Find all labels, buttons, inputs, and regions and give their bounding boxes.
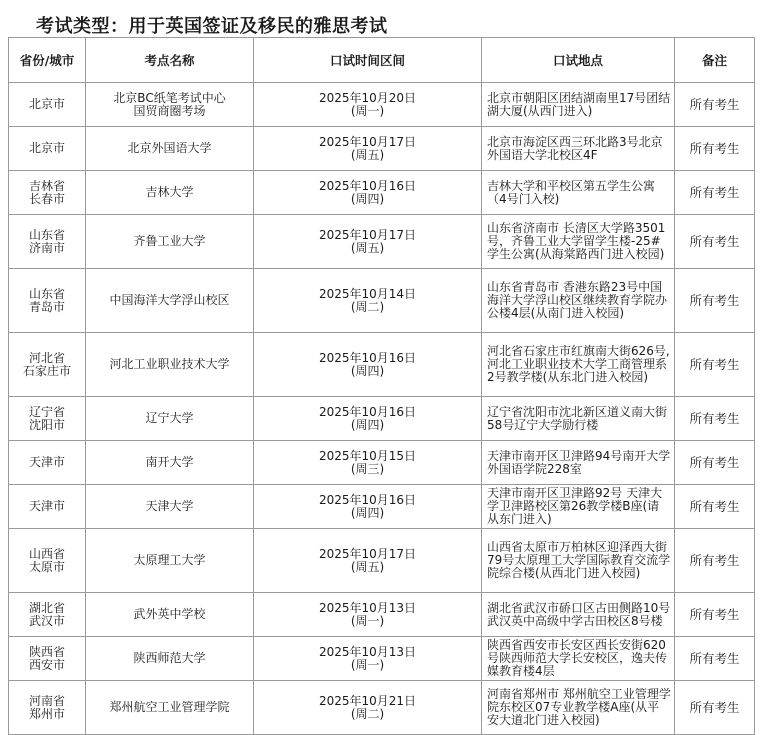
exam-date: 2025年10月13日	[318, 644, 417, 659]
exam-date: 2025年10月16日	[318, 178, 417, 193]
page-title: 考试类型：用于英国签证及移民的雅思考试	[36, 16, 388, 37]
exam-date: 2025年10月15日	[318, 448, 417, 463]
cell-time	[254, 397, 482, 441]
cell-city	[9, 333, 86, 397]
table-row	[9, 397, 755, 441]
exam-weekday: (周五)	[350, 147, 385, 162]
cell-note: 所有考生	[675, 171, 755, 215]
cell-time	[254, 171, 482, 215]
exam-weekday: (周三)	[350, 461, 385, 476]
city-line: 天津市	[28, 455, 65, 469]
exam-weekday: (周五)	[350, 240, 385, 255]
venue-line: 中国海洋大学浮山校区	[109, 293, 230, 307]
table-header-row	[9, 38, 755, 83]
venue-line: 武外英中学校	[133, 607, 206, 621]
cell-venue	[86, 83, 254, 127]
header-note: 备注	[675, 38, 755, 83]
cell-note: 所有考生	[675, 83, 755, 127]
exam-date: 2025年10月13日	[318, 600, 417, 615]
exam-weekday: (周二)	[350, 706, 385, 721]
cell-city	[9, 171, 86, 215]
cell-city	[9, 397, 86, 441]
table-row	[9, 333, 755, 397]
table-row	[9, 171, 755, 215]
cell-venue	[86, 333, 254, 397]
exam-weekday: (周四)	[350, 417, 385, 432]
header-city: 省份/城市	[9, 38, 86, 83]
city-line: 辽宁省	[28, 404, 65, 419]
cell-venue	[86, 171, 254, 215]
cell-note: 所有考生	[675, 269, 755, 333]
table-row	[9, 637, 755, 681]
cell-time	[254, 127, 482, 171]
city-line: 武汉市	[28, 613, 65, 628]
cell-venue	[86, 215, 254, 269]
table-row	[9, 485, 755, 529]
city-line: 太原市	[28, 559, 65, 574]
exam-date: 2025年10月17日	[318, 227, 417, 242]
cell-location: 山西省太原市万柏林区迎泽西大街79号太原理工大学国际教育交流学院综合楼(从西北门进入校园)	[482, 529, 675, 593]
cell-location: 辽宁省沈阳市沈北新区道义南大街58号辽宁大学励行楼	[482, 397, 675, 441]
cell-time	[254, 485, 482, 529]
city-line: 山东省	[28, 227, 65, 242]
cell-city	[9, 83, 86, 127]
table-row	[9, 215, 755, 269]
header-time: 口试时间区间	[254, 38, 482, 83]
city-line: 河南省	[28, 693, 65, 708]
venue-line: 南开大学	[145, 455, 194, 469]
cell-venue	[86, 637, 254, 681]
cell-note: 所有考生	[675, 681, 755, 735]
exam-date: 2025年10月14日	[318, 286, 417, 301]
table-row	[9, 269, 755, 333]
cell-city	[9, 637, 86, 681]
cell-venue	[86, 681, 254, 735]
cell-city	[9, 269, 86, 333]
city-line: 石家庄市	[22, 363, 71, 378]
city-line: 天津市	[28, 499, 65, 513]
city-line: 河北省	[28, 350, 65, 365]
cell-venue	[86, 485, 254, 529]
cell-venue	[86, 269, 254, 333]
cell-location: 河北省石家庄市红旗南大街626号,河北工业职业技术大学工商管理系2号教学楼(从东北门进入校园)	[482, 333, 675, 397]
cell-note: 所有考生	[675, 127, 755, 171]
venue-line: 北京BC纸笔考试中心	[113, 90, 226, 105]
header-location: 口试地点	[482, 38, 675, 83]
cell-venue	[86, 593, 254, 637]
cell-location: 山东省青岛市 香港东路23号中国海洋大学浮山校区继续教育学院办公楼4层(从南门进入校园)	[482, 269, 675, 333]
exam-date: 2025年10月17日	[318, 134, 417, 149]
city-line: 吉林省	[28, 178, 65, 193]
exam-date: 2025年10月20日	[318, 90, 417, 105]
cell-location: 吉林大学和平校区第五学生公寓（4号门入校)	[482, 171, 675, 215]
city-line: 北京市	[28, 97, 65, 111]
venue-line: 吉林大学	[145, 185, 194, 199]
city-line: 山东省	[28, 286, 65, 301]
cell-location: 陕西省西安市长安区西长安街620号陕西师范大学长安校区，逸夫传媒教育楼4层	[482, 637, 675, 681]
cell-time	[254, 593, 482, 637]
cell-venue	[86, 397, 254, 441]
city-line: 西安市	[28, 657, 65, 672]
cell-note: 所有考生	[675, 637, 755, 681]
venue-line: 北京外国语大学	[127, 141, 212, 155]
cell-city	[9, 441, 86, 485]
exam-weekday: (周四)	[350, 363, 385, 378]
table-row	[9, 529, 755, 593]
cell-note: 所有考生	[675, 593, 755, 637]
exam-weekday: (周一)	[350, 103, 385, 118]
exam-weekday: (周一)	[350, 613, 385, 628]
venue-line: 河北工业职业技术大学	[109, 357, 230, 371]
venue-line: 太原理工大学	[133, 553, 206, 567]
cell-note: 所有考生	[675, 397, 755, 441]
cell-city	[9, 529, 86, 593]
cell-time	[254, 441, 482, 485]
table-row	[9, 593, 755, 637]
cell-time	[254, 681, 482, 735]
cell-city	[9, 485, 86, 529]
venue-line: 天津大学	[145, 499, 194, 513]
cell-location: 山东省济南市 长清区大学路3501号，齐鲁工业大学留学生楼-25#学生公寓(从海棠路西门进入校园)	[482, 215, 675, 269]
exam-date: 2025年10月21日	[318, 693, 417, 708]
city-line: 山西省	[28, 546, 65, 561]
exam-venue-table	[8, 37, 755, 735]
cell-time	[254, 269, 482, 333]
city-line: 陕西省	[28, 644, 65, 659]
cell-city	[9, 215, 86, 269]
table-row	[9, 441, 755, 485]
exam-weekday: (周四)	[350, 191, 385, 206]
cell-location: 河南省郑州市 郑州航空工业管理学院东校区07专业教学楼A座(从平安大道北门进入校园)	[482, 681, 675, 735]
exam-weekday: (周一)	[350, 657, 385, 672]
city-line: 长春市	[28, 191, 65, 206]
venue-line: 辽宁大学	[145, 411, 194, 425]
city-line: 沈阳市	[28, 417, 65, 432]
city-line: 郑州市	[28, 706, 65, 721]
cell-location: 天津市南开区卫津路92号 天津大学卫津路校区第26教学楼B座(请从东门进入)	[482, 485, 675, 529]
cell-time	[254, 637, 482, 681]
exam-date: 2025年10月16日	[318, 404, 417, 419]
venue-line: 郑州航空工业管理学院	[109, 700, 230, 714]
cell-note: 所有考生	[675, 215, 755, 269]
cell-location: 北京市朝阳区团结湖南里17号团结湖大厦(从西门进入)	[482, 83, 675, 127]
exam-weekday: (周二)	[350, 299, 385, 314]
exam-date: 2025年10月17日	[318, 546, 417, 561]
cell-note: 所有考生	[675, 529, 755, 593]
exam-weekday: (周四)	[350, 505, 385, 520]
city-line: 青岛市	[28, 299, 65, 314]
venue-line: 齐鲁工业大学	[133, 234, 206, 248]
cell-time	[254, 333, 482, 397]
cell-city	[9, 127, 86, 171]
cell-note: 所有考生	[675, 441, 755, 485]
cell-city	[9, 681, 86, 735]
cell-venue	[86, 127, 254, 171]
exam-weekday: (周五)	[350, 559, 385, 574]
cell-time	[254, 83, 482, 127]
table-row	[9, 681, 755, 735]
cell-note: 所有考生	[675, 333, 755, 397]
table-row	[9, 83, 755, 127]
city-line: 湖北省	[28, 600, 65, 615]
cell-note: 所有考生	[675, 485, 755, 529]
cell-venue	[86, 529, 254, 593]
cell-time	[254, 215, 482, 269]
venue-line: 陕西师范大学	[133, 651, 206, 665]
city-line: 北京市	[28, 141, 65, 155]
cell-venue	[86, 441, 254, 485]
exam-date: 2025年10月16日	[318, 492, 417, 507]
cell-location: 湖北省武汉市硚口区古田侧路10号武汉英中高级中学古田校区8号楼	[482, 593, 675, 637]
table-row	[9, 127, 755, 171]
cell-time	[254, 529, 482, 593]
header-venue: 考点名称	[86, 38, 254, 83]
venue-line: 国贸商圈考场	[133, 103, 206, 118]
cell-location: 天津市南开区卫津路94号南开大学外国语学院228室	[482, 441, 675, 485]
cell-city	[9, 593, 86, 637]
cell-location: 北京市海淀区西三环北路3号北京外国语大学北校区4F	[482, 127, 675, 171]
exam-date: 2025年10月16日	[318, 350, 417, 365]
city-line: 济南市	[28, 240, 65, 255]
